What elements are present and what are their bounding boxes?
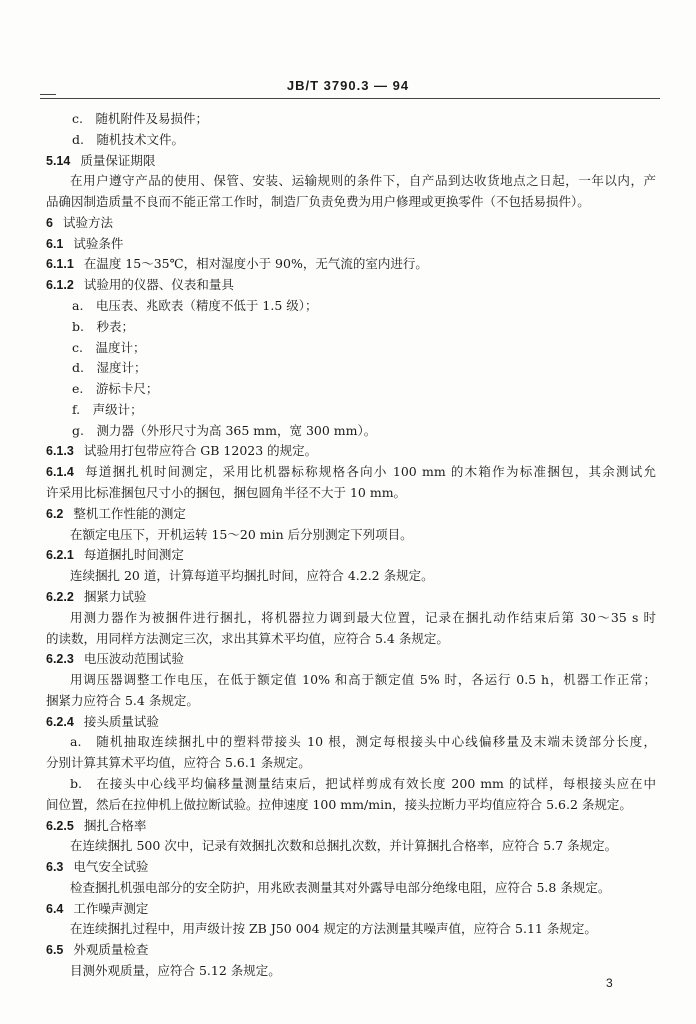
section-heading: 6.1.3 试验用打包带应符合 GB 12023 的规定。 <box>46 443 318 458</box>
section-heading: 6 试验方法 <box>46 215 113 230</box>
section-heading: 6.1.1 在温度 15～35℃，相对湿度小于 90%，无气流的室内进行。 <box>46 256 428 271</box>
page-header: JB/T 3790.3 — 94 <box>286 78 410 93</box>
section-heading: 6.2 整机工作性能的测定 <box>46 506 186 521</box>
text-line: 在连续捆扎 500 次中，记录有效捆扎次数和总捆扎次数，并计算捆扎合格率，应符合 5.7 条规定。 <box>70 838 618 853</box>
text-line: 分别计算其算术平均值，应符合 5.6.1 条规定。 <box>46 755 311 770</box>
section-heading: 6.1.2 试验用的仪器、仪表和量具 <box>46 277 234 292</box>
text-line: 用测力器作为被捆件进行捆扎，将机器拉力调到最大位置，记录在捆扎动作结束后第 30～35 s 时 <box>70 610 656 625</box>
section-heading: 5.14 质量保证期限 <box>46 153 156 168</box>
text-line: 间位置，然后在拉伸机上做拉断试验。拉伸速度 100 mm/min，接头拉断力平均值应符合 5.6.2 条规定。 <box>46 797 632 812</box>
section-heading: 6.3 电气安全试验 <box>46 859 149 874</box>
section-heading: 6.2.3 电压波动范围试验 <box>46 651 184 666</box>
section-heading: 6.1.4 每道捆扎机时间测定，采用比机器标称规格各向小 100 mm 的木箱作为标准捆包，其余测试允 <box>46 464 656 479</box>
text-line: 捆紧力应符合 5.4 条规定。 <box>46 693 199 708</box>
section-heading: 6.1 试验条件 <box>46 236 124 251</box>
text-line: 在用户遵守产品的使用、保管、安装、运输规则的条件下，自产品到达收货地点之日起，一年以内，产 <box>70 173 656 188</box>
text-line: 连续捆扎 20 道，计算每道平均捆扎时间，应符合 4.2.2 条规定。 <box>70 568 434 583</box>
section-heading: 6.2.5 捆扎合格率 <box>46 818 147 833</box>
text-line: 品确因制造质量不良而不能正常工作时，制造厂负责免费为用户修理或更换零件（不包括易损件）。 <box>46 194 590 209</box>
section-heading: 6.2.1 每道捆扎时间测定 <box>46 547 184 562</box>
text-line: a. 随机抽取连续捆扎中的塑料带接头 10 根，测定每根接头中心线偏移量及末端未烫部分长度， <box>70 734 656 749</box>
text-line: 目测外观质量，应符合 5.12 条规定。 <box>70 963 281 978</box>
text-line: 许采用比标准捆包尺寸小的捆包，捆包圆角半径不大于 10 mm。 <box>46 485 407 500</box>
text-line: 的读数，用同样方法测定三次，求出其算术平均值，应符合 5.4 条规定。 <box>46 631 449 646</box>
list-item: f. 声级计； <box>72 402 143 417</box>
list-item: c. 温度计； <box>72 340 146 355</box>
section-heading: 6.4 工作噪声测定 <box>46 901 149 916</box>
text-line: c. 随机附件及易损件； <box>72 111 208 126</box>
list-item: d. 湿度计； <box>72 360 147 375</box>
text-line: 检查捆扎机强电部分的安全防护，用兆欧表测量其对外露导电部分绝缘电阻，应符合 5.8 条规定。 <box>70 880 611 895</box>
list-item: b. 秒表； <box>72 319 134 334</box>
text-line: 在额定电压下，开机运转 15～20 min 后分别测定下列项目。 <box>70 527 413 542</box>
section-heading: 6.2.4 接头质量试验 <box>46 714 159 729</box>
section-heading: 6.5 外观质量检查 <box>46 942 149 957</box>
section-heading: 6.2.2 捆紧力试验 <box>46 589 147 604</box>
text-line: b. 在接头中心线平均偏移量测量结束后，把试样剪成有效长度 200 mm 的试样，每根接头应在中 <box>70 776 656 791</box>
header-mark <box>40 94 56 95</box>
header-rule <box>40 98 660 99</box>
text-line: d. 随机技术文件。 <box>72 132 184 147</box>
page-number: 3 <box>606 976 613 990</box>
list-item: e. 游标卡尺； <box>72 381 159 396</box>
list-item: a. 电压表、兆欧表（精度不低于 1.5 级）； <box>72 298 318 313</box>
text-line: 用调压器调整工作电压，在低于额定值 10% 和高于额定值 5% 时，各运行 0.5 h，机器工作正常； <box>70 672 656 687</box>
list-item: g. 测力器（外形尺寸为高 365 mm，宽 300 mm）。 <box>72 423 377 438</box>
text-line: 在连续捆扎过程中，用声级计按 ZB J50 004 规定的方法测量其噪声值，应符合 5.11 条规定。 <box>70 921 597 936</box>
